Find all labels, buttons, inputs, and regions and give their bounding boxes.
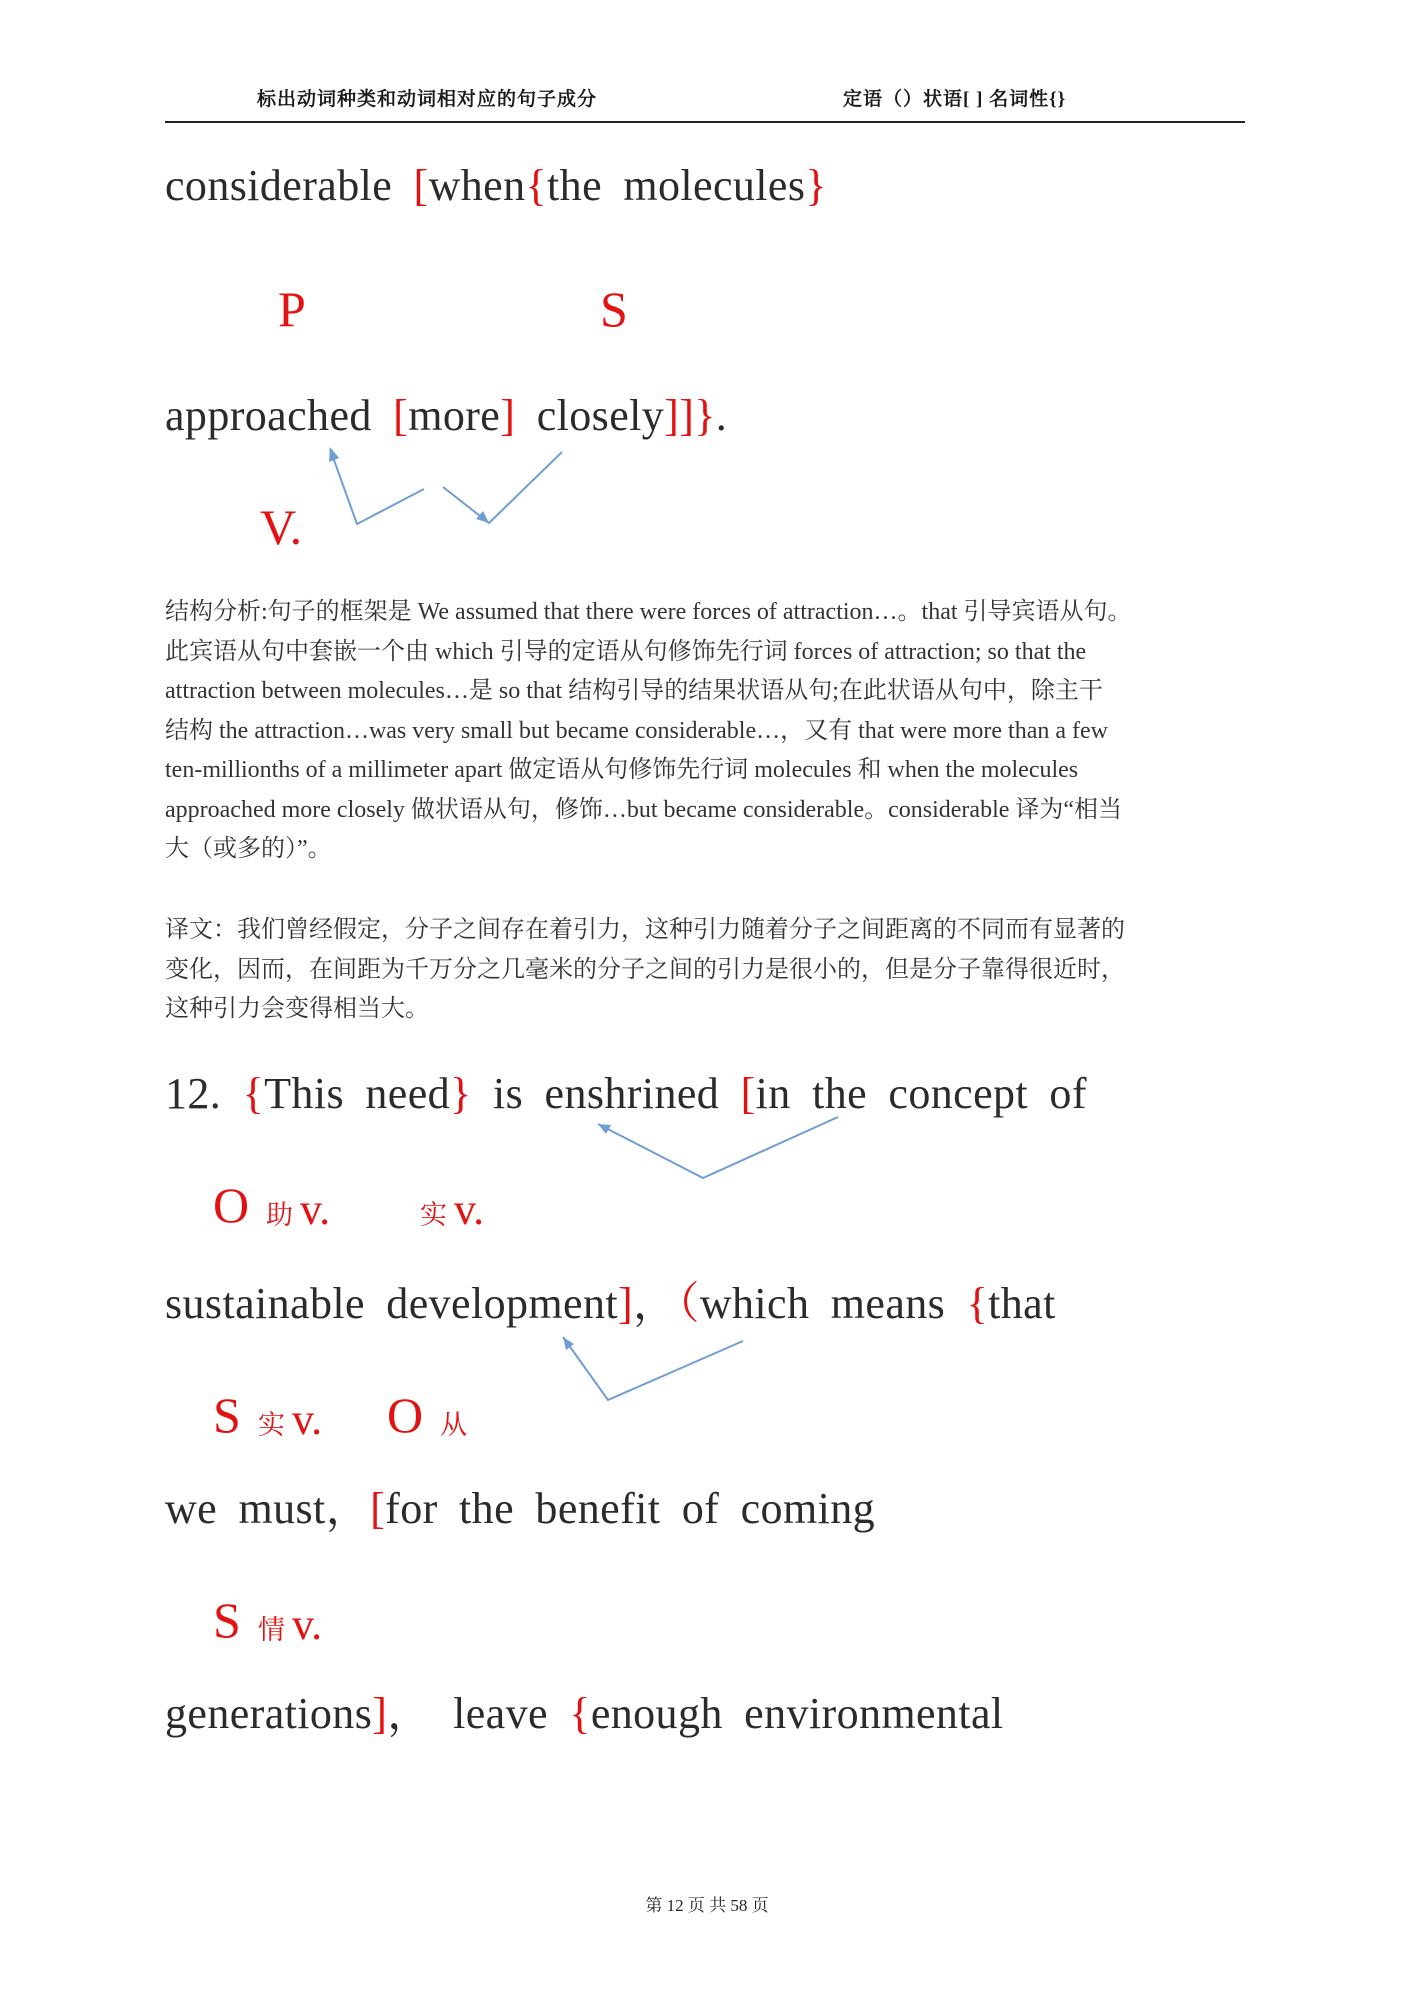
- label-object-o: O: [387, 1387, 424, 1443]
- label-subject-s: S: [213, 1387, 241, 1443]
- text-segment: approached: [165, 391, 394, 440]
- text-segment: generations: [165, 1689, 373, 1738]
- label-subject-s: S: [213, 1592, 241, 1648]
- text-segment: in the concept of: [755, 1069, 1087, 1118]
- text-segment: ]: [617, 1279, 634, 1328]
- label-auxiliary-zhu: 助: [266, 1200, 293, 1230]
- label-notional-shi: 实: [420, 1200, 447, 1230]
- translation-line: 变化，因而，在间距为千万分之几毫米的分子之间的引力是很小的，但是分子靠得很近时，: [165, 956, 1125, 983]
- sentence12-line2: [165, 1276, 1285, 1332]
- analysis-line: approached more closely 做状语从句，修饰…but became considerable。considerable 译为“相当: [165, 796, 1123, 823]
- sentence1-line1: [165, 158, 1285, 214]
- text-segment: for the benefit of coming: [385, 1484, 876, 1533]
- text-segment: }: [694, 391, 716, 440]
- text-segment: [: [740, 1069, 756, 1118]
- text-segment: enough environmental: [590, 1689, 1004, 1738]
- text-segment: ，: [633, 1279, 678, 1328]
- text-segment: ]: [372, 1689, 388, 1738]
- label-verb-lowercase: v.: [292, 1600, 323, 1649]
- header-title-left: 标出动词种类和动词相对应的句子成分: [257, 89, 598, 110]
- arrowhead-enshrined: [598, 1124, 611, 1134]
- analysis-line: 结构 the attraction…was very small but became considerable…，又有 that were more than a few: [165, 717, 1109, 744]
- text-segment: }: [805, 161, 827, 210]
- text-segment: {: [966, 1279, 989, 1328]
- arrow-under-development: [563, 1337, 743, 1400]
- header-legend-right: 定语（）状语[ ] 名词性{}: [843, 89, 1067, 110]
- text-segment: considerable: [165, 161, 414, 210]
- text-segment: ，: [325, 1484, 371, 1533]
- text-segment: .: [715, 391, 728, 440]
- text-segment: {: [525, 161, 548, 210]
- text-segment: sustainable development: [165, 1279, 618, 1328]
- sentence12-line3: [165, 1481, 1285, 1537]
- label-verb-v: V.: [260, 499, 303, 555]
- text-segment: closely: [515, 391, 665, 440]
- text-segment: [: [393, 391, 409, 440]
- sentence12-line4: [165, 1686, 1285, 1742]
- text-segment: when: [428, 161, 526, 210]
- arrow-under-enshrined: [598, 1117, 838, 1178]
- label-clause-cong: 从: [440, 1410, 467, 1440]
- label-subject-s: S: [600, 281, 628, 337]
- text-segment: （: [677, 1279, 700, 1328]
- text-segment: ]]: [664, 391, 695, 440]
- structure-analysis-paragraph: [165, 593, 1247, 870]
- label-modal-qing: 情: [258, 1615, 285, 1645]
- text-segment: that: [988, 1279, 1056, 1328]
- arrow-under-approached: [330, 449, 562, 524]
- text-segment: more: [408, 391, 501, 440]
- analysis-line: 结构分析:句子的框架是 We assumed that there were forces of attraction…。that 引导宾语从句。: [165, 599, 1132, 625]
- text-segment: ]: [500, 391, 516, 440]
- arrowhead-development: [563, 1337, 574, 1350]
- translation-paragraph: [165, 911, 1247, 1030]
- analysis-line: 大（或多的）”。: [165, 836, 332, 862]
- text-segment: which means: [699, 1279, 967, 1328]
- text-segment: we must: [165, 1484, 326, 1533]
- label-verb-lowercase: v.: [454, 1185, 485, 1234]
- sentence12-line1: [165, 1066, 1285, 1122]
- text-segment: is enshrined: [471, 1069, 741, 1118]
- label-verb-lowercase: v.: [300, 1185, 331, 1234]
- arrowhead-approached: [329, 447, 339, 462]
- text-segment: [: [370, 1484, 386, 1533]
- page-number-footer: 第 12 页 共 58 页: [645, 1896, 769, 1915]
- analysis-line: attraction between molecules…是 so that 结构引导的结果状语从句;在此状语从句中，除主干: [165, 678, 1103, 704]
- translation-line: 这种引力会变得相当大。: [165, 996, 429, 1022]
- text-segment: This need: [264, 1069, 451, 1118]
- text-segment: ， leave: [387, 1689, 570, 1738]
- label-object-o: O: [213, 1177, 250, 1233]
- translation-line: 译文：我们曾经假定，分子之间存在着引力，这种引力随着分子之间距离的不同而有显著的: [165, 917, 1125, 943]
- label-notional-shi: 实: [258, 1410, 285, 1440]
- text-segment: {: [569, 1689, 591, 1738]
- text-segment: 12.: [165, 1069, 243, 1118]
- text-segment: the molecules: [547, 161, 806, 210]
- text-segment: [: [413, 161, 429, 210]
- text-segment: }: [450, 1069, 472, 1118]
- label-verb-lowercase: v.: [292, 1395, 323, 1444]
- arrowhead-closely: [476, 511, 489, 523]
- header-rule: [165, 121, 1245, 123]
- label-predicate-p: P: [278, 281, 306, 337]
- analysis-line: ten-millionths of a millimeter apart 做定语从句修饰先行词 molecules 和 when the molecules: [165, 757, 1079, 783]
- text-segment: {: [242, 1069, 265, 1118]
- sentence1-line2: [165, 388, 1285, 444]
- analysis-line: 此宾语从句中套嵌一个由 which 引导的定语从句修饰先行词 forces of attraction; so that the: [165, 638, 1087, 665]
